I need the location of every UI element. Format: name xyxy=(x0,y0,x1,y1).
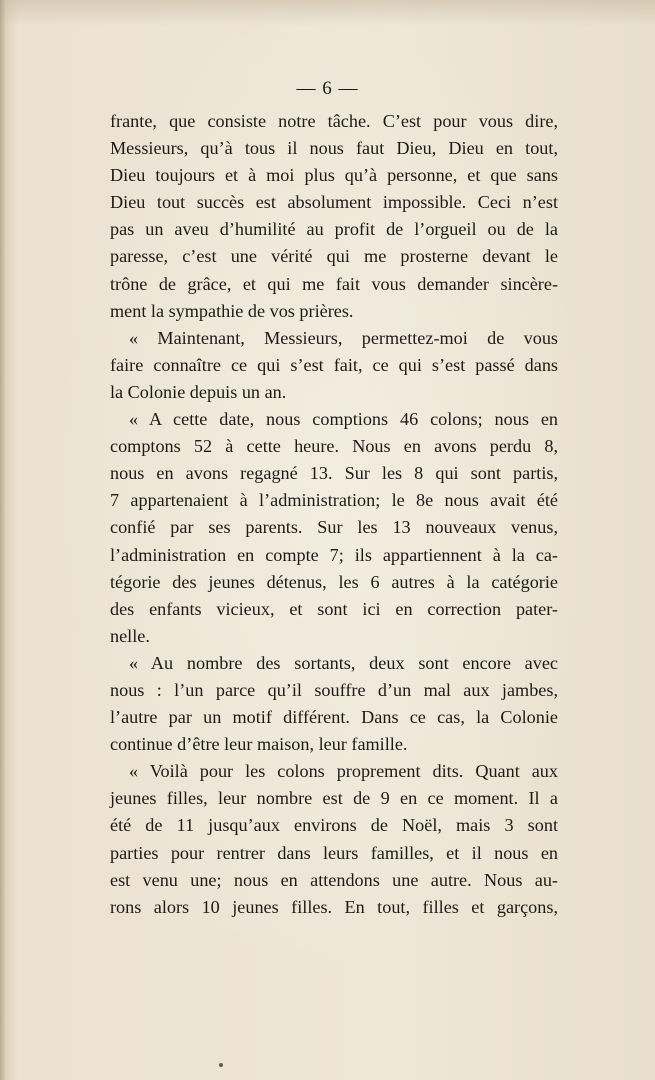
text-line: des enfants vicieux, et sont ici en correction pater- xyxy=(110,598,558,619)
text-line: l’administration en compte 7; ils appartiennent à la ca- xyxy=(110,544,558,565)
text-line: rons alors 10 jeunes filles. En tout, filles et garçons, xyxy=(110,896,558,917)
text-line: nous : l’un parce qu’il souffre d’un mal aux jambes, xyxy=(110,679,558,700)
text-line: paresse, c’est une vérité qui me prosterne devant le xyxy=(110,246,558,267)
text-line: nelle. xyxy=(110,625,150,646)
text-line: été de 11 jusqu’aux environs de Noël, mais 3 sont xyxy=(110,815,558,836)
text-line: « Voilà pour les colons proprement dits. Quant aux xyxy=(129,761,558,782)
ink-speck xyxy=(219,1063,223,1067)
text-line: « Au nombre des sortants, deux sont encore avec xyxy=(129,652,558,673)
page-binding-edge xyxy=(0,0,6,1080)
text-line: confié par ses parents. Sur les 13 nouveaux venus, xyxy=(110,517,558,538)
text-line: jeunes filles, leur nombre est de 9 en ce moment. Il a xyxy=(110,788,558,809)
text-line: Dieu toujours et à moi plus qu’à personne, et que sans xyxy=(110,165,558,186)
text-line: « Maintenant, Messieurs, permettez-moi de vous xyxy=(129,327,558,348)
text-line: frante, que consiste notre tâche. C’est pour vous dire, xyxy=(110,111,558,131)
page-stain xyxy=(0,0,655,26)
text-line: nous en avons regagné 13. Sur les 8 qui sont partis, xyxy=(110,463,558,484)
page-number: — 6 — xyxy=(296,78,359,99)
text-line: Dieu tout succès est absolument impossible. Ceci n’est xyxy=(110,192,558,213)
text-line: pas un aveu d’humilité au profit de l’orgueil ou de la xyxy=(110,219,558,240)
text-line: l’autre par un motif différent. Dans ce cas, la Colonie xyxy=(110,707,558,728)
text-line: la Colonie depuis un an. xyxy=(110,381,287,402)
text-line: Messieurs, qu’à tous il nous faut Dieu, Dieu en tout, xyxy=(110,138,558,159)
text-line: tégorie des jeunes détenus, les 6 autres à la catégorie xyxy=(110,571,558,592)
text-line: continue d’être leur maison, leur famille. xyxy=(110,734,408,755)
text-line: est venu une; nous en attendons une autre. Nous au- xyxy=(110,869,558,890)
text-line: « A cette date, nous comptions 46 colons; nous en xyxy=(129,409,558,430)
body-text xyxy=(110,108,558,921)
text-line: ment la sympathie de vos prières. xyxy=(110,300,354,321)
text-line: parties pour rentrer dans leurs familles, et il nous en xyxy=(110,842,558,863)
text-line: faire connaître ce qui s’est fait, ce qui s’est passé dans xyxy=(110,354,558,375)
text-line: 7 appartenaient à l’administration; le 8e nous avait été xyxy=(110,490,558,511)
text-line: comptons 52 à cette heure. Nous en avons perdu 8, xyxy=(110,436,558,457)
text-line: trône de grâce, et qui me fait vous demander sincère- xyxy=(110,273,558,294)
